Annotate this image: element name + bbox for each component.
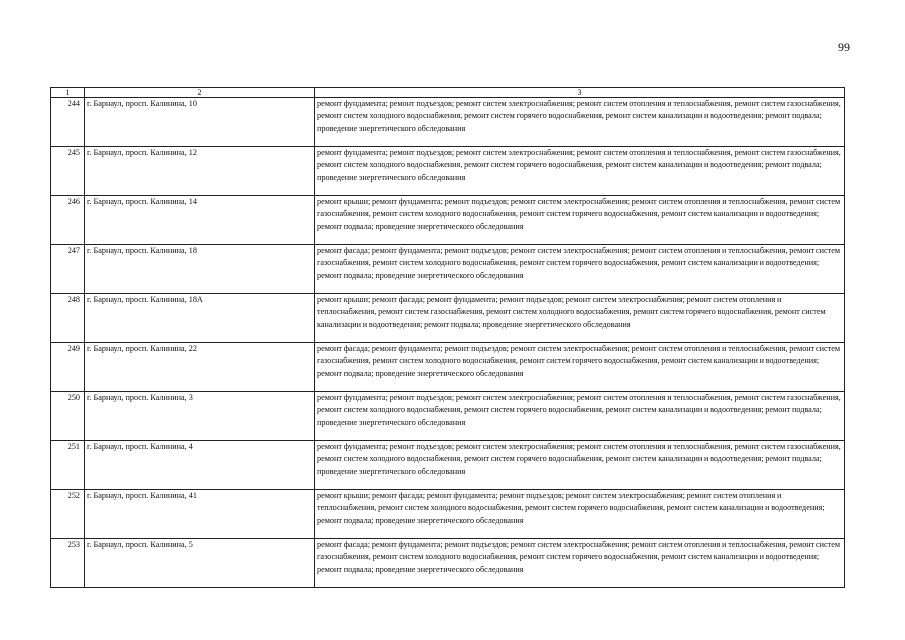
row-number-cell: 244 bbox=[51, 98, 85, 147]
row-number-cell: 247 bbox=[51, 245, 85, 294]
page-number: 99 bbox=[838, 40, 850, 54]
row-number-cell: 245 bbox=[51, 147, 85, 196]
table-row bbox=[51, 392, 845, 441]
table-row bbox=[51, 147, 845, 196]
address-cell: г. Барнаул, просп. Калинина, 18 bbox=[85, 245, 315, 294]
table-row bbox=[51, 539, 845, 588]
address-cell: г. Барнаул, просп. Калинина, 4 bbox=[85, 441, 315, 490]
column-header-number: 1 bbox=[51, 88, 85, 98]
table-row bbox=[51, 490, 845, 539]
row-number-cell: 250 bbox=[51, 392, 85, 441]
address-cell: г. Барнаул, просп. Калинина, 3 bbox=[85, 392, 315, 441]
address-cell: г. Барнаул, просп. Калинина, 41 bbox=[85, 490, 315, 539]
works-cell: ремонт фасада; ремонт фундамента; ремонт подъездов; ремонт систем электроснабжения; ремонт систем отопления и теплоснабжения, ремонт систем газоснабжения, ремонт систем холодного водоснабжения, ремонт систем горячего водоснабжения, ремонт систем канализации и водоотведения; ремонт подвала; проведение энергетического обследования bbox=[315, 539, 845, 588]
works-cell: ремонт фасада; ремонт фундамента; ремонт подъездов; ремонт систем электроснабжения; ремонт систем отопления и теплоснабжения, ремонт систем газоснабжения, ремонт систем холодного водоснабжения, ремонт систем горячего водоснабжения, ремонт систем канализации и водоотведения; ремонт подвала; проведение энергетического обследования bbox=[315, 343, 845, 392]
works-cell: ремонт крыши; ремонт фасада; ремонт фундамента; ремонт подъездов; ремонт систем электроснабжения; ремонт систем отопления и теплоснабжения, ремонт систем холодного водоснабжения, ремонт систем горячего водоснабжения, ремонт систем канализации и водоотведения; ремонт подвала; проведение энергетического обследования bbox=[315, 490, 845, 539]
address-cell: г. Барнаул, просп. Калинина, 12 bbox=[85, 147, 315, 196]
works-cell: ремонт фундамента; ремонт подъездов; ремонт систем электроснабжения; ремонт систем отопления и теплоснабжения, ремонт систем газоснабжения, ремонт систем холодного водоснабжения, ремонт систем горячего водоснабжения, ремонт систем канализации и водоотведения; ремонт подвала; проведение энергетического обследования bbox=[315, 98, 845, 147]
table-row bbox=[51, 196, 845, 245]
works-cell: ремонт фундамента; ремонт подъездов; ремонт систем электроснабжения; ремонт систем отопления и теплоснабжения, ремонт систем газоснабжения, ремонт систем холодного водоснабжения, ремонт систем горячего водоснабжения, ремонт систем канализации и водоотведения; ремонт подвала; проведение энергетического обследования bbox=[315, 392, 845, 441]
row-number-cell: 253 bbox=[51, 539, 85, 588]
address-cell: г. Барнаул, просп. Калинина, 14 bbox=[85, 196, 315, 245]
address-cell: г. Барнаул, просп. Калинина, 10 bbox=[85, 98, 315, 147]
row-number-cell: 251 bbox=[51, 441, 85, 490]
works-cell: ремонт крыши; ремонт фасада; ремонт фундамента; ремонт подъездов; ремонт систем электроснабжения; ремонт систем отопления и теплоснабжения, ремонт систем газоснабжения, ремонт систем холодного водоснабжения, ремонт систем горячего водоснабжения, ремонт систем канализации и водоотведения; ремонт подвала; проведение энергетического обследования bbox=[315, 294, 845, 343]
works-cell: ремонт фундамента; ремонт подъездов; ремонт систем электроснабжения; ремонт систем отопления и теплоснабжения, ремонт систем газоснабжения, ремонт систем холодного водоснабжения, ремонт систем горячего водоснабжения, ремонт систем канализации и водоотведения; ремонт подвала; проведение энергетического обследования bbox=[315, 441, 845, 490]
address-cell: г. Барнаул, просп. Калинина, 5 bbox=[85, 539, 315, 588]
column-header-works: 3 bbox=[315, 88, 845, 98]
table-header bbox=[51, 88, 845, 98]
table-row bbox=[51, 343, 845, 392]
table-body bbox=[51, 98, 845, 588]
works-cell: ремонт фундамента; ремонт подъездов; ремонт систем электроснабжения; ремонт систем отопления и теплоснабжения, ремонт систем газоснабжения, ремонт систем холодного водоснабжения, ремонт систем горячего водоснабжения, ремонт систем канализации и водоотведения; ремонт подвала; проведение энергетического обследования bbox=[315, 147, 845, 196]
row-number-cell: 248 bbox=[51, 294, 85, 343]
works-cell: ремонт крыши; ремонт фундамента; ремонт подъездов; ремонт систем электроснабжения; ремонт систем отопления и теплоснабжения, ремонт систем газоснабжения, ремонт систем холодного водоснабжения, ремонт систем горячего водоснабжения, ремонт систем канализации и водоотведения; ремонт подвала; проведение энергетического обследования bbox=[315, 196, 845, 245]
table-row bbox=[51, 98, 845, 147]
table-row bbox=[51, 245, 845, 294]
row-number-cell: 252 bbox=[51, 490, 85, 539]
column-header-address: 2 bbox=[85, 88, 315, 98]
row-number-cell: 249 bbox=[51, 343, 85, 392]
works-cell: ремонт фасада; ремонт фундамента; ремонт подъездов; ремонт систем электроснабжения; ремонт систем отопления и теплоснабжения, ремонт систем газоснабжения, ремонт систем холодного водоснабжения, ремонт систем горячего водоснабжения, ремонт систем канализации и водоотведения; ремонт подвала; проведение энергетического обследования bbox=[315, 245, 845, 294]
address-cell: г. Барнаул, просп. Калинина, 18А bbox=[85, 294, 315, 343]
table-row bbox=[51, 294, 845, 343]
address-cell: г. Барнаул, просп. Калинина, 22 bbox=[85, 343, 315, 392]
repair-registry-table bbox=[50, 87, 845, 588]
row-number-cell: 246 bbox=[51, 196, 85, 245]
table-row bbox=[51, 441, 845, 490]
table-header-row bbox=[51, 88, 845, 98]
